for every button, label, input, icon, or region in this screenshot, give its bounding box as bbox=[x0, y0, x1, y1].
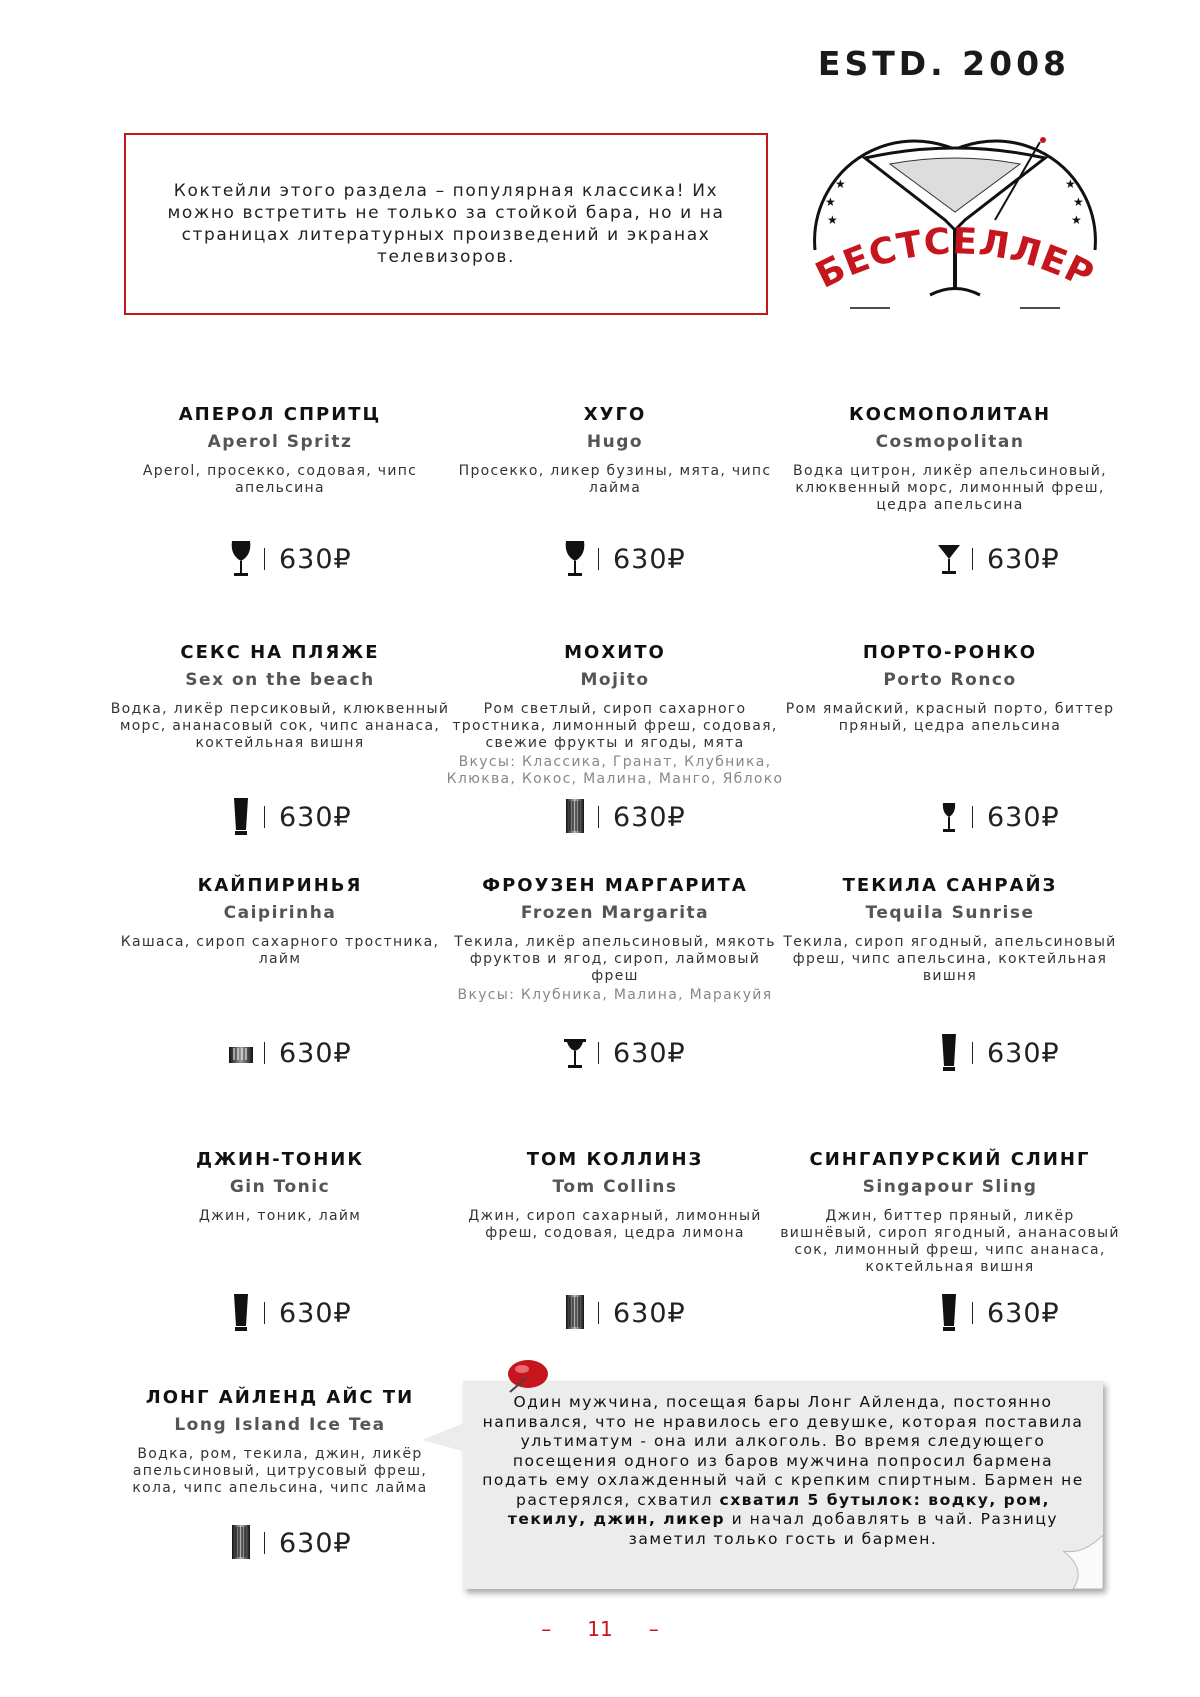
story-text bbox=[477, 1393, 1089, 1549]
price-value: 630₽ bbox=[987, 801, 1060, 833]
cocktail-item bbox=[780, 403, 1120, 514]
cocktail-ingredients: Просекко, ликер бузины, мята, чипс лайма bbox=[458, 463, 772, 496]
cocktail-ingredients: Водка, ром, текила, джин, ликёр апельсиновый, цитрусовый фреш, кола, чипс апельсина, чипс лайма bbox=[132, 1446, 428, 1496]
price-row bbox=[228, 1291, 352, 1335]
price-divider bbox=[264, 1042, 265, 1064]
price-row bbox=[936, 1031, 1060, 1075]
bestseller-badge bbox=[795, 130, 1115, 320]
cocktail-name-en: Cosmopolitan bbox=[875, 432, 1025, 452]
cocktail-name-ru: ТЕКИЛА САНРАЙЗ bbox=[842, 875, 1058, 896]
cocktail-name-en: Hugo bbox=[586, 432, 644, 452]
price-divider bbox=[264, 1302, 265, 1324]
price-value: 630₽ bbox=[987, 543, 1060, 575]
cocktail-name-ru: АПЕРОЛ СПРИТЦ bbox=[178, 404, 382, 425]
cocktail-name-ru: ФРОУЗЕН МАРГАРИТА bbox=[482, 875, 748, 896]
page-curl bbox=[1063, 1535, 1103, 1589]
price-value: 630₽ bbox=[613, 543, 686, 575]
cocktail-name-en: Sex on the beach bbox=[185, 670, 375, 690]
cocktail-item bbox=[445, 874, 785, 1004]
svg-text:★: ★ bbox=[835, 177, 846, 191]
cocktail-name-en: Tom Collins bbox=[552, 1177, 678, 1197]
price-row bbox=[562, 537, 686, 581]
cocktail-item bbox=[445, 1148, 785, 1242]
callout-tail bbox=[422, 1422, 466, 1452]
price-divider bbox=[598, 548, 599, 570]
cocktail-name-ru: ТОМ КОЛЛИНЗ bbox=[526, 1149, 704, 1170]
price-divider bbox=[598, 1042, 599, 1064]
cocktail-name-ru: ХУГО bbox=[583, 404, 647, 425]
cocktail-name-en: Tequila Sunrise bbox=[865, 903, 1035, 923]
price-value: 630₽ bbox=[279, 1037, 352, 1069]
story-box bbox=[463, 1381, 1103, 1589]
wine-glass-icon bbox=[228, 539, 254, 579]
collins-glass-icon bbox=[562, 1293, 588, 1333]
cocktail-ingredients: Водка цитрон, ликёр апельсиновый, клюквенный морс, лимонный фреш, цедра апельсина bbox=[793, 463, 1107, 513]
svg-text:★: ★ bbox=[1071, 213, 1082, 227]
svg-text:★: ★ bbox=[1073, 195, 1084, 209]
pin-icon bbox=[502, 1358, 552, 1398]
price-row bbox=[562, 795, 686, 839]
cocktail-ingredients: Aperol, просекко, содовая, чипс апельсина bbox=[142, 463, 418, 496]
highball-glass-icon bbox=[936, 1293, 962, 1333]
price-divider bbox=[972, 548, 973, 570]
cocktail-item bbox=[445, 403, 785, 497]
cocktail-name-en: Singapour Sling bbox=[862, 1177, 1038, 1197]
price-value: 630₽ bbox=[279, 801, 352, 833]
cocktail-ingredients: Ром ямайский, красный порто, биттер пряный, цедра апельсина bbox=[785, 701, 1115, 734]
price-row bbox=[936, 1291, 1060, 1335]
cocktail-item bbox=[780, 1148, 1120, 1276]
price-value: 630₽ bbox=[279, 543, 352, 575]
cocktail-item bbox=[780, 641, 1120, 735]
price-divider bbox=[264, 548, 265, 570]
highball-glass-icon bbox=[936, 1033, 962, 1073]
intro-box bbox=[124, 133, 768, 315]
price-value: 630₽ bbox=[613, 1037, 686, 1069]
price-row bbox=[228, 795, 352, 839]
svg-text:★: ★ bbox=[827, 213, 838, 227]
cocktail-name-en: Caipirinha bbox=[223, 903, 337, 923]
price-divider bbox=[598, 1302, 599, 1324]
intro-text: Коктейли этого раздела – популярная классика! Их можно встретить не только за стойкой бара, но и на страницах литературных произведений и экранах телевизоров. bbox=[167, 181, 725, 267]
price-row bbox=[228, 537, 352, 581]
rocks-glass-icon bbox=[228, 1033, 254, 1073]
cocktail-name-ru: КАЙПИРИНЬЯ bbox=[197, 875, 363, 896]
cocktail-ingredients: Ром светлый, сироп сахарного тростника, лимонный фреш, содовая, свежие фрукты и ягоды, мята bbox=[452, 701, 778, 751]
cocktail-name-ru: ПОРТО-РОНКО bbox=[862, 642, 1038, 663]
price-row bbox=[228, 1031, 352, 1075]
cocktail-name-en: Porto Ronco bbox=[883, 670, 1017, 690]
cocktail-name-ru: МОХИТО bbox=[564, 642, 666, 663]
wine-glass-icon bbox=[562, 539, 588, 579]
story-part2: и начал добавлять в чай. Разницу заметил только гость и бармен. bbox=[628, 1510, 1059, 1548]
cocktail-name-en: Gin Tonic bbox=[229, 1177, 331, 1197]
price-row bbox=[936, 537, 1060, 581]
collins-glass-icon bbox=[562, 797, 588, 837]
page-number bbox=[0, 1617, 1200, 1641]
price-divider bbox=[972, 1302, 973, 1324]
price-divider bbox=[264, 1532, 265, 1554]
small-wine-glass-icon bbox=[936, 797, 962, 837]
price-row bbox=[936, 795, 1060, 839]
story-bold: схватил 5 бутылок: водку, ром, текилу, джин, ликер bbox=[507, 1490, 1050, 1528]
cocktail-ingredients: Текила, ликёр апельсиновый, мякоть фруктов и ягод, сироп, лаймовый фреш bbox=[454, 934, 776, 984]
page-dash-left: – bbox=[541, 1617, 552, 1641]
collins-glass-icon bbox=[228, 1523, 254, 1563]
cocktail-name-ru: СИНГАПУРСКИЙ СЛИНГ bbox=[809, 1149, 1091, 1170]
cocktail-item bbox=[110, 403, 450, 497]
cocktail-name-ru: СЕКС НА ПЛЯЖЕ bbox=[180, 642, 380, 663]
cocktail-flavors: Вкусы: Классика, Гранат, Клубника, Клюква, Кокос, Малина, Манго, Яблоко bbox=[446, 754, 784, 787]
cocktail-name-ru: ДЖИН-ТОНИК bbox=[195, 1149, 365, 1170]
cocktail-ingredients: Джин, тоник, лайм bbox=[198, 1208, 362, 1224]
cocktail-ingredients: Джин, сироп сахарный, лимонный фреш, содовая, цедра лимона bbox=[468, 1208, 762, 1241]
price-divider bbox=[972, 1042, 973, 1064]
badge-label: БЕСТСЕЛЛЕР bbox=[809, 221, 1101, 297]
cocktail-name-en: Aperol Spritz bbox=[207, 432, 353, 452]
cocktail-ingredients: Кашаса, сироп сахарного тростника, лайм bbox=[120, 934, 440, 967]
page-number-value: 11 bbox=[587, 1617, 613, 1641]
price-row bbox=[228, 1521, 352, 1565]
cocktail-item bbox=[445, 641, 785, 788]
cocktail-ingredients: Джин, биттер пряный, ликёр вишнёвый, сироп ягодный, ананасовый сок, лимонный фреш, чипс ананаса, коктейльная вишня bbox=[780, 1208, 1120, 1275]
martini-glass-icon bbox=[936, 539, 962, 579]
highball-glass-icon bbox=[228, 1293, 254, 1333]
cocktail-name-ru: КОСМОПОЛИТАН bbox=[848, 404, 1052, 425]
price-value: 630₽ bbox=[987, 1297, 1060, 1329]
price-divider bbox=[972, 806, 973, 828]
price-value: 630₽ bbox=[279, 1297, 352, 1329]
price-value: 630₽ bbox=[613, 801, 686, 833]
price-value: 630₽ bbox=[613, 1297, 686, 1329]
svg-text:★: ★ bbox=[825, 195, 836, 209]
cocktail-name-en: Mojito bbox=[580, 670, 650, 690]
cocktail-item bbox=[110, 1386, 450, 1497]
cocktail-ingredients: Водка, ликёр персиковый, клюквенный морс, ананасовый сок, чипс ананаса, коктейльная вишня bbox=[110, 701, 450, 751]
cocktail-name-ru: ЛОНГ АЙЛЕНД АЙС ТИ bbox=[145, 1387, 415, 1408]
cocktail-ingredients: Текила, сироп ягодный, апельсиновый фреш, чипс апельсина, коктейльная вишня bbox=[783, 934, 1117, 984]
price-value: 630₽ bbox=[279, 1527, 352, 1559]
page-dash-right: – bbox=[648, 1617, 659, 1641]
estd-label: ESTD. 2008 bbox=[817, 44, 1070, 83]
price-row bbox=[562, 1291, 686, 1335]
margarita-glass-icon bbox=[562, 1033, 588, 1073]
price-row bbox=[562, 1031, 686, 1075]
cocktail-item bbox=[110, 641, 450, 752]
highball-glass-icon bbox=[228, 797, 254, 837]
price-divider bbox=[598, 806, 599, 828]
story-part1: Один мужчина, посещая бары Лонг Айленда, постоянно напивался, что не нравилось его девушке, которая поставила ультиматум - она или алкоголь. Во время следующего посещения одного из баров мужчина попросил бармена подать ему охлажденный чай с крепким спиртным. Бармен не растерялся, схватил bbox=[482, 1393, 1084, 1509]
svg-text:★: ★ bbox=[1065, 177, 1076, 191]
cocktail-item bbox=[110, 874, 450, 968]
cocktail-item bbox=[780, 874, 1120, 985]
price-value: 630₽ bbox=[987, 1037, 1060, 1069]
cocktail-flavors: Вкусы: Клубника, Малина, Маракуйя bbox=[457, 987, 773, 1003]
cocktail-item bbox=[110, 1148, 450, 1225]
cocktail-name-en: Long Island Ice Tea bbox=[174, 1415, 386, 1435]
price-divider bbox=[264, 806, 265, 828]
cocktail-name-en: Frozen Margarita bbox=[520, 903, 710, 923]
